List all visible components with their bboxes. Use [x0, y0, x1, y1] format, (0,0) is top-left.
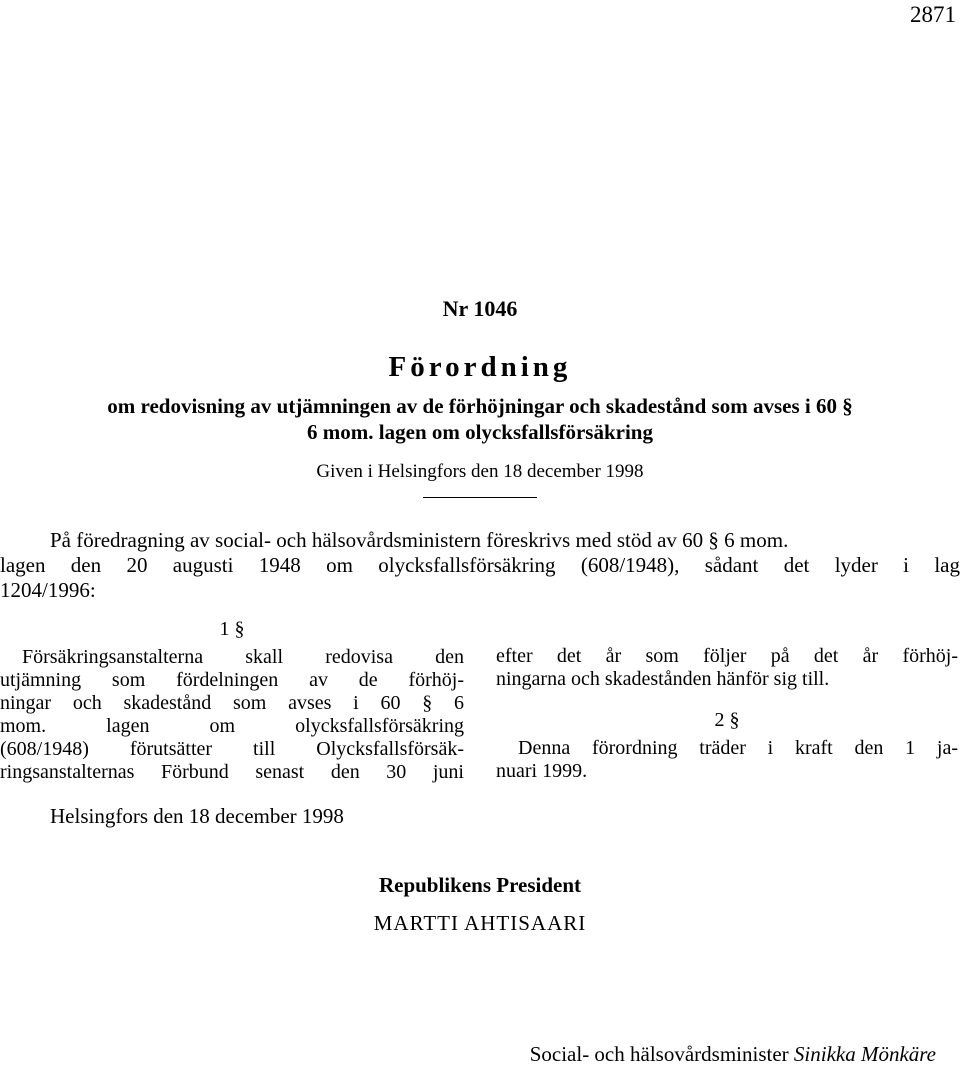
section-2-line-2: nuari 1999. — [496, 760, 588, 782]
statute-number: Nr 1046 — [442, 296, 518, 321]
preamble-line-2: lagen den 20 augusti 1948 om olycksfallsförsäkring (608/1948), sådant det lyder i lag — [0, 553, 960, 577]
column-right — [496, 645, 958, 783]
section-1-cont-line-2: ningarna och skadestånden hänför sig till. — [496, 668, 830, 690]
minister-title: Social- och hälsovårdsminister — [529, 1042, 789, 1066]
minister-name: Sinikka Mönkäre — [793, 1042, 936, 1066]
divider-rule — [423, 497, 537, 498]
president-title: Republikens President — [378, 873, 582, 897]
section-2-line-1: Denna förordning träder i kraft den 1 ja- — [518, 737, 958, 759]
preamble — [0, 528, 960, 603]
place-date: Helsingfors den 18 december 1998 — [50, 804, 344, 828]
subtitle-line-1: om redovisning av utjämningen av de förhöjningar och skadestånd som avses i 60 § — [107, 394, 853, 418]
minister-signature — [530, 1042, 936, 1067]
section-1-line-4: mom. lagen om olycksfallsförsäkring — [0, 715, 464, 737]
preamble-line-1: På föredragning av social- och hälsovårdsministern föreskrivs med stöd av 60 § 6 mom. — [50, 528, 789, 552]
section-1-line-1: Försäkringsanstalterna skall redovisa den — [22, 646, 464, 668]
section-2-heading: 2 § — [714, 709, 740, 731]
subtitle-line-2: 6 mom. lagen om olycksfallsförsäkring — [307, 420, 653, 444]
section-1-line-6: ringsanstalternas Förbund senast den 30 juni — [0, 761, 464, 783]
section-1-cont-line-1: efter det år som följer på det år förhöj- — [496, 645, 958, 667]
president-name: MARTTI AHTISAARI — [373, 911, 587, 935]
column-left — [0, 618, 464, 784]
section-1-line-3: ningar och skadestånd som avses i 60 § 6 — [0, 692, 464, 714]
given-date: Given i Helsingfors den 18 december 1998 — [316, 461, 644, 482]
page-number: 2871 — [910, 2, 956, 27]
section-1-line-5: (608/1948) förutsätter till Olycksfallsförsäk- — [0, 738, 464, 760]
section-1-line-2: utjämning som fördelningen av de förhöj- — [0, 669, 464, 691]
document-title: Förordning — [388, 351, 572, 383]
section-1-heading: 1 § — [219, 618, 245, 640]
document-subtitle — [0, 393, 960, 445]
preamble-line-3: 1204/1996: — [0, 578, 96, 602]
